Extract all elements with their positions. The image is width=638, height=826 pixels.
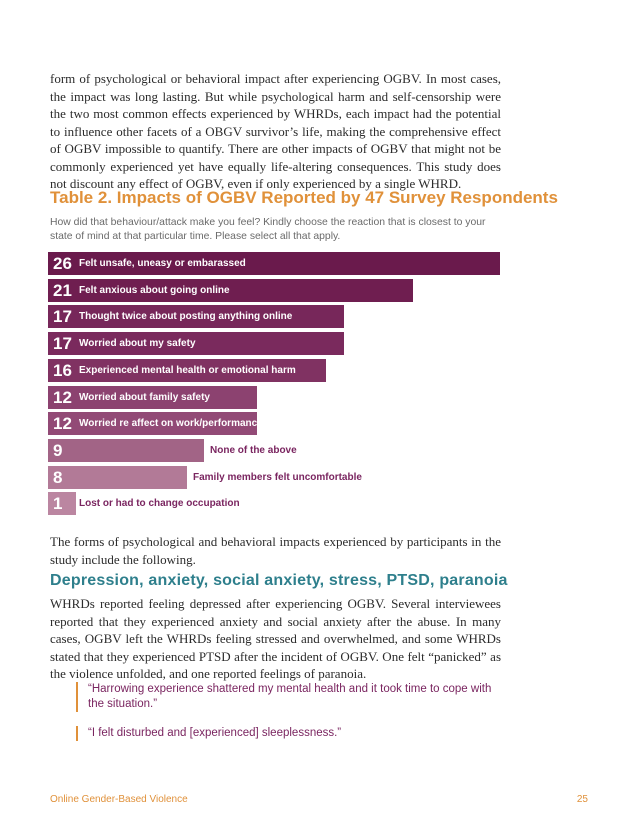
chart-category-label: Experienced mental health or emotional harm [79,365,296,376]
chart-bar-row [48,439,508,462]
chart-bar-row [48,332,508,355]
table-title: Table 2. Impacts of OGBV Reported by 47 Survey Respondents [50,188,558,207]
impacts-bar-chart [48,252,508,522]
page-number: 25 [576,794,588,805]
chart-bar [48,466,187,489]
survey-question: How did that behaviour/attack make you feel? Kindly choose the reaction that is closest to your state of mind at that particular time. Please select all that apply. [50,217,486,242]
section-heading: Depression, anxiety, social anxiety, stress, PTSD, paranoia [50,572,508,589]
chart-value-label: 1 [53,494,63,513]
transition-paragraph: The forms of psychological and behavioral impacts experienced by participants in the study include the following. [50,534,501,567]
chart-value-label: 8 [53,468,63,487]
chart-value-label: 12 [53,388,72,407]
chart-bar-row [48,386,508,409]
chart-bar-row [48,412,508,435]
chart-value-label: 21 [53,281,72,300]
chart-category-label: Family members felt uncomfortable [193,472,362,483]
chart-value-label: 17 [53,334,72,353]
chart-bar-row [48,279,508,302]
chart-value-label: 9 [53,441,63,460]
chart-bar-row [48,466,508,489]
chart-bar-row [48,492,508,515]
chart-category-label: Thought twice about posting anything online [79,311,293,322]
chart-value-label: 16 [53,361,72,380]
footer-title: Online Gender-Based Violence [50,794,188,805]
chart-bar-row [48,252,508,275]
quote-1: “Harrowing experience shattered my mental health and it took time to cope with the situation.” [76,682,508,712]
quote-2: “I felt disturbed and [experienced] sleeplessness.” [76,726,508,741]
section-paragraph: WHRDs reported feeling depressed after experiencing OGBV. Several interviewees reported that they experienced anxiety and social anxiety after the abuse. In many cases, OGBV left the WHRDs feeling stressed and overwhelmed, and some WHRDs stated that they experienced PTSD after the incident of OGBV. One felt “panicked” as the violence unfolded, and one reported feelings of paranoia. [50,596,501,681]
chart-value-label: 12 [53,414,72,433]
chart-value-label: 17 [53,307,72,326]
chart-category-label: Felt unsafe, uneasy or embarassed [79,258,246,269]
intro-paragraph: form of psychological or behavioral impact after experiencing OGBV. In most cases, the impact was long lasting. But while psychological harm and self-censorship were the two most common effects experienced by WHRDs, each impact had the potential to influence other facets of a OBGV survivor’s life, making the comprehensive effect of OGBV impossible to quantify. There are other impacts of OGBV that might not be commonly experienced yet have equally life-altering consequences. This study does not discount any effect of OGBV, even if only experienced by a single WHRD. [50,71,501,191]
chart-bar-row [48,305,508,328]
chart-category-label: Worried re affect on work/performance [79,418,263,429]
chart-bar-row [48,359,508,382]
chart-category-label: Worried about my safety [79,338,196,349]
chart-category-label: Felt anxious about going online [79,285,230,296]
chart-value-label: 26 [53,254,72,273]
chart-category-label: None of the above [210,445,297,456]
chart-category-label: Worried about family safety [79,392,210,403]
chart-category-label: Lost or had to change occupation [79,498,240,509]
chart-bar [48,439,204,462]
